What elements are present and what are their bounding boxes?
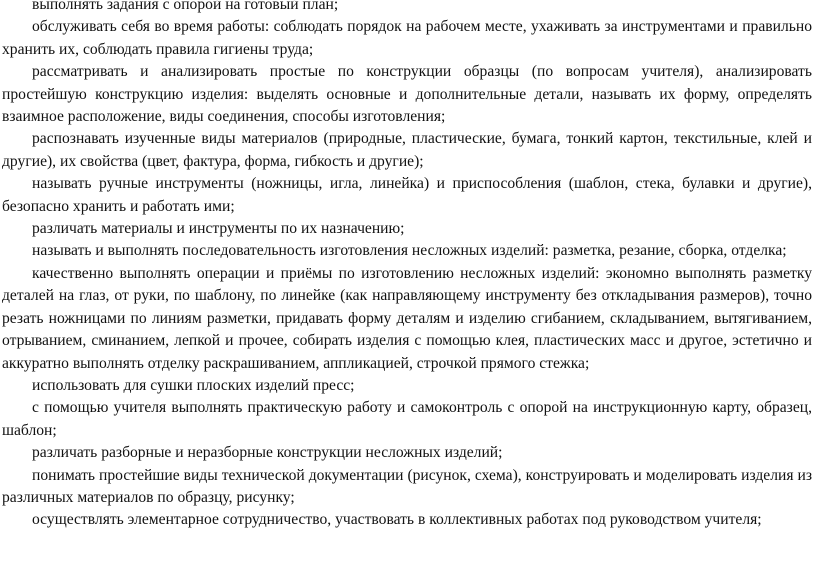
paragraph: различать разборные и неразборные конструкции несложных изделий; (32, 444, 503, 462)
paragraph: обслуживать себя во время работы: соблюдать порядок на рабочем месте, ухаживать за инструментами и правильно хранить их, соблюдать правила гигиены труда; (2, 18, 812, 58)
paragraph: выполнять задания с опорой на готовый план; (32, 0, 339, 13)
paragraph: рассматривать и анализировать простые по конструкции образцы (по вопросам учителя), анализировать простейшую конструкцию изделия: выделять основные и дополнительные детали, называть их форму, определять взаимное расположение, виды соединения, способы изготовления; (2, 63, 812, 126)
paragraph: называть ручные инструменты (ножницы, игла, линейка) и приспособления (шаблон, стека, булавки и другие), безопасно хранить и работать ими; (2, 175, 812, 215)
paragraph: осуществлять элементарное сотрудничество, участвовать в коллективных работах под руководством учителя; (32, 511, 762, 529)
paragraph: понимать простейшие виды технической документации (рисунок, схема), конструировать и моделировать изделия из различных материалов по образцу, рисунку; (2, 466, 812, 506)
paragraph: использовать для сушки плоских изделий пресс; (32, 376, 355, 394)
paragraph: называть и выполнять последовательность изготовления несложных изделий: разметка, резание, сборка, отделка; (32, 242, 787, 260)
paragraph: распознавать изученные виды материалов (природные, пластические, бумага, тонкий картон, текстильные, клей и другие), их свойства (цвет, фактура, форма, гибкость и другие); (2, 130, 812, 170)
paragraph: различать материалы и инструменты по их назначению; (32, 220, 405, 238)
paragraph: качественно выполнять операции и приёмы по изготовлению несложных изделий: экономно выполнять разметку деталей на глаз, от руки, по шаблону, по линейке (как направляющему инструменту без откладывания размеров), точно резать ножницами по линиям разметки, придавать форму деталям и изделию сгибанием, складыванием, вытягиванием, отрыванием, сминанием, лепкой и прочее, собирать изделия с помощью клея, пластических масс и другое, эстетично и аккуратно выполнять отделку раскрашиванием, аппликацией, строчкой прямого стежка; (2, 264, 812, 372)
paragraph: с помощью учителя выполнять практическую работу и самоконтроль с опорой на инструкционную карту, образец, шаблон; (2, 399, 812, 439)
